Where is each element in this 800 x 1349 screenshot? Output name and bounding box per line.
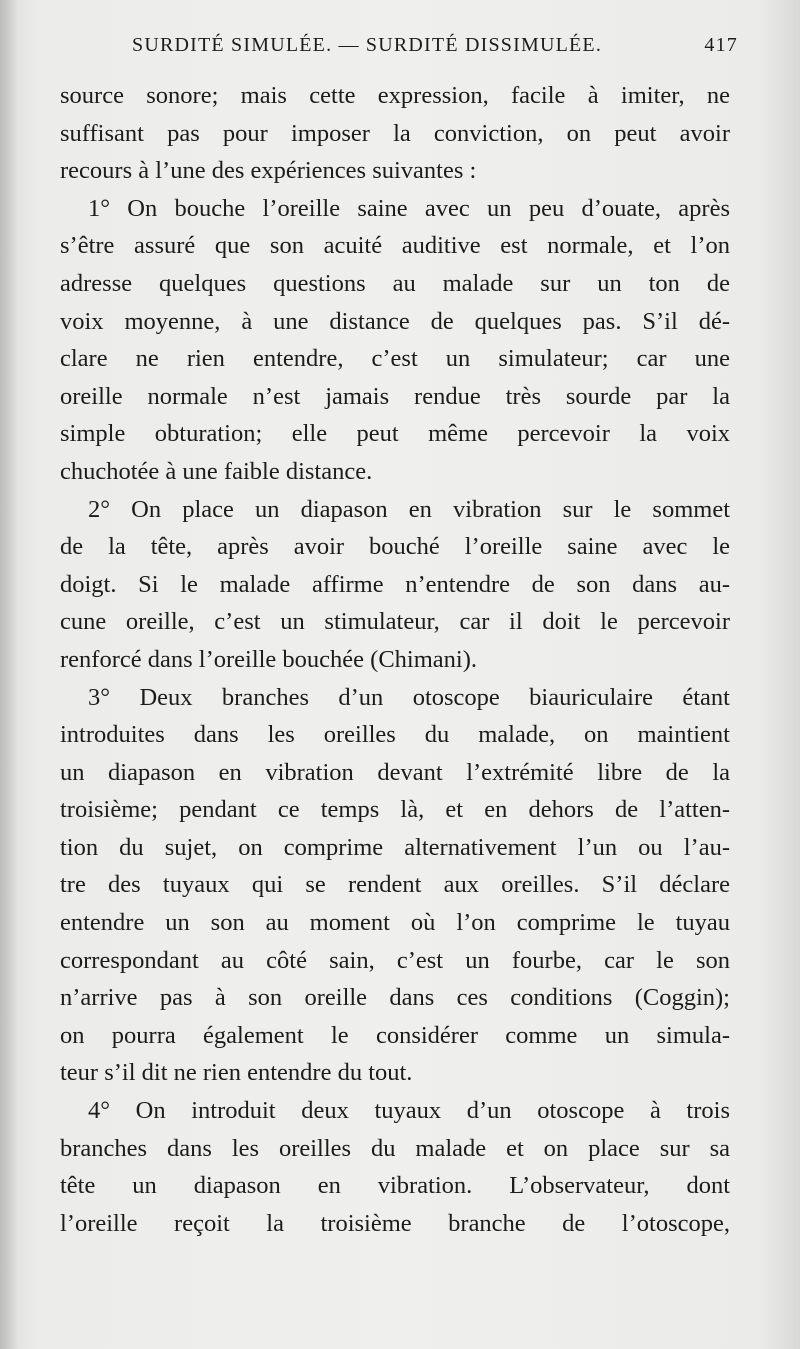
text-line: teur s’il dit ne rien entendre du tout. [60, 1059, 413, 1087]
text-line: entendre un son au moment où l’on comprime le tuyau [60, 909, 730, 937]
text-line: l’oreille reçoit la troisième branche de l’otoscope, [60, 1209, 730, 1237]
text-line: adresse quelques questions au malade sur un ton de [60, 269, 730, 297]
text-line: n’arrive pas à son oreille dans ces conditions (Coggin); [60, 984, 730, 1012]
text-line: cune oreille, c’est un stimulateur, car il doit le percevoir [60, 608, 730, 636]
text-line: de la tête, après avoir bouché l’oreille saine avec le [60, 533, 730, 561]
page-number: 417 [704, 34, 738, 56]
text-line: un diapason en vibration devant l’extrémité libre de la [60, 758, 730, 786]
running-title: SURDITÉ SIMULÉE. — SURDITÉ DISSIMULÉE. [132, 34, 603, 56]
text-line: 4° On introduit deux tuyaux d’un otoscope à trois [88, 1097, 730, 1125]
text-line: tion du sujet, on comprime alternativement l’un ou l’au- [60, 833, 730, 861]
text-line: introduites dans les oreilles du malade, on maintient [60, 721, 730, 749]
text-line: on pourra également le considérer comme un simula- [60, 1021, 730, 1049]
page-edge-shadow [0, 0, 18, 1349]
text-line: chuchotée à une faible distance. [60, 457, 373, 485]
text-line: simple obturation; elle peut même percevoir la voix [60, 420, 730, 448]
body-text [60, 77, 730, 1242]
text-line: voix moyenne, à une distance de quelques pas. S’il dé- [60, 307, 730, 335]
text-line: doigt. Si le malade affirme n’entendre de son dans au- [60, 570, 730, 598]
text-line: troisième; pendant ce temps là, et en dehors de l’atten- [60, 796, 730, 824]
text-line: 3° Deux branches d’un otoscope biauriculaire étant [88, 683, 730, 711]
text-line: tre des tuyaux qui se rendent aux oreilles. S’il déclare [60, 871, 730, 899]
text-line: correspondant au côté sain, c’est un fourbe, car le son [60, 946, 730, 974]
text-line: clare ne rien entendre, c’est un simulateur; car une [60, 345, 730, 373]
text-line: suffisant pas pour imposer la conviction, on peut avoir [60, 119, 730, 147]
text-line: branches dans les oreilles du malade et on place sur sa [60, 1134, 730, 1162]
text-line: s’être assuré que son acuité auditive est normale, et l’on [60, 232, 730, 260]
text-line: source sonore; mais cette expression, facile à imiter, ne [60, 82, 730, 109]
text-line: renforcé dans l’oreille bouchée (Chimani). [60, 645, 478, 673]
text-line: tête un diapason en vibration. L’observateur, dont [60, 1172, 730, 1200]
text-line: oreille normale n’est jamais rendue très sourde par la [60, 382, 730, 410]
text-line: 1° On bouche l’oreille saine avec un peu d’ouate, après [88, 194, 730, 222]
text-line: 2° On place un diapason en vibration sur le sommet [88, 495, 730, 523]
running-header [118, 34, 738, 68]
text-line: recours à l’une des expériences suivantes : [60, 157, 477, 185]
